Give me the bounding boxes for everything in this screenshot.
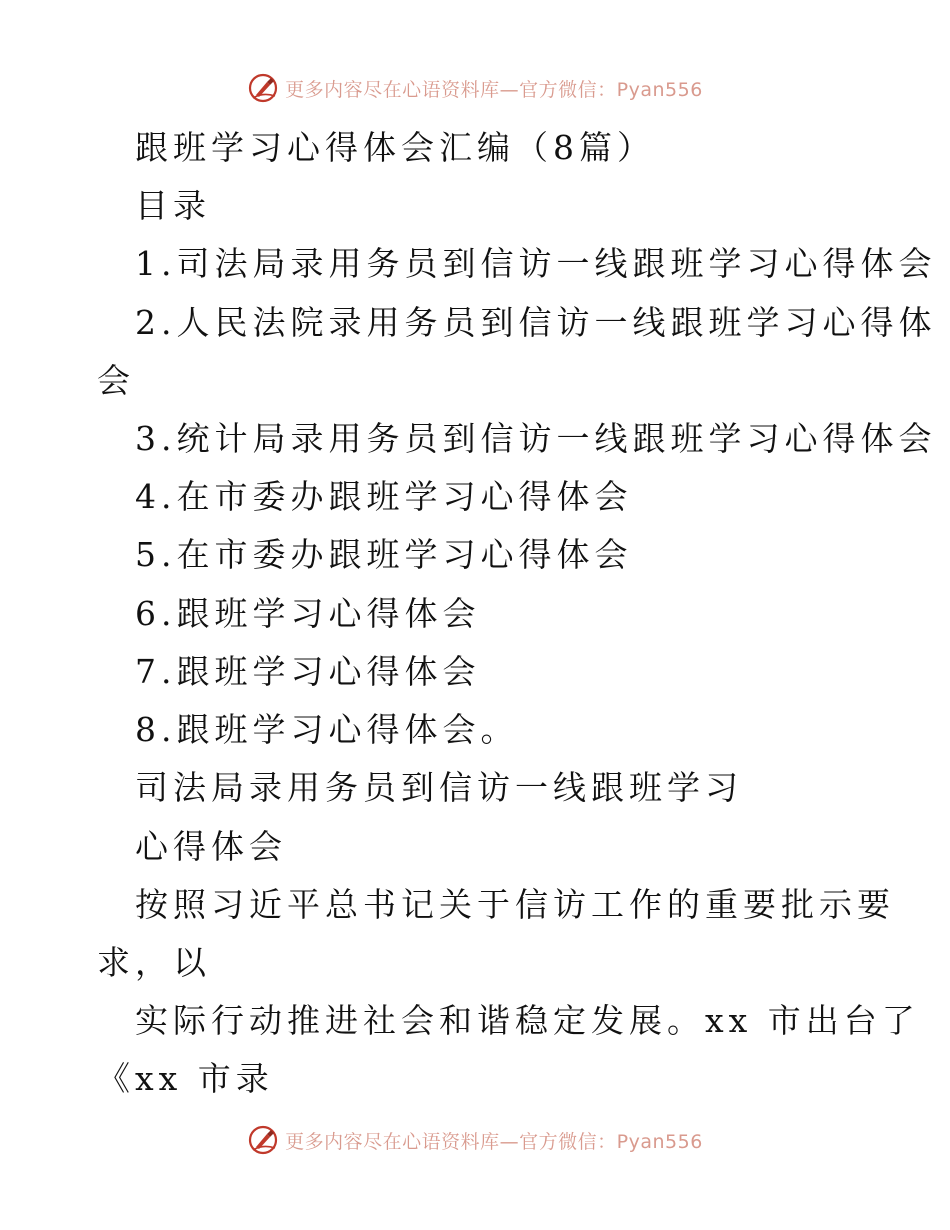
toc-heading: 目录 (135, 186, 211, 225)
body-paragraph-line: 求，以 (97, 943, 211, 982)
section-title-continuation: 心得体会 (135, 827, 287, 866)
toc-item-continuation: 会 (97, 361, 135, 400)
body-paragraph-line: 按照习近平总书记关于信访工作的重要批示要 (135, 885, 895, 924)
document-title: 跟班学习心得体会汇编（8篇） (135, 128, 655, 167)
toc-item: 5.在市委办跟班学习心得体会 (135, 535, 633, 574)
toc-item: 8.跟班学习心得体会。 (135, 710, 519, 749)
toc-item: 4.在市委办跟班学习心得体会 (135, 477, 633, 516)
header-watermark (0, 72, 950, 104)
pen-logo-icon (247, 72, 279, 104)
body-paragraph-line: 《xx 市录 (97, 1059, 274, 1098)
toc-item: 1.司法局录用务员到信访一线跟班学习心得体会 (135, 244, 937, 283)
toc-item: 7.跟班学习心得体会 (135, 652, 481, 691)
toc-item: 6.跟班学习心得体会 (135, 594, 481, 633)
footer-watermark (0, 1124, 950, 1156)
section-title: 司法局录用务员到信访一线跟班学习 (135, 768, 743, 807)
body-paragraph-line: 实际行动推进社会和谐稳定发展。xx 市出台了 (135, 1001, 920, 1040)
watermark-text: 更多内容尽在心语资料库—官方微信：Pyan556 (285, 78, 703, 101)
watermark-text: 更多内容尽在心语资料库—官方微信：Pyan556 (285, 1130, 703, 1153)
toc-item: 2.人民法院录用务员到信访一线跟班学习心得体 (135, 303, 937, 342)
toc-item: 3.统计局录用务员到信访一线跟班学习心得体会 (135, 419, 937, 458)
pen-logo-icon (247, 1124, 279, 1156)
